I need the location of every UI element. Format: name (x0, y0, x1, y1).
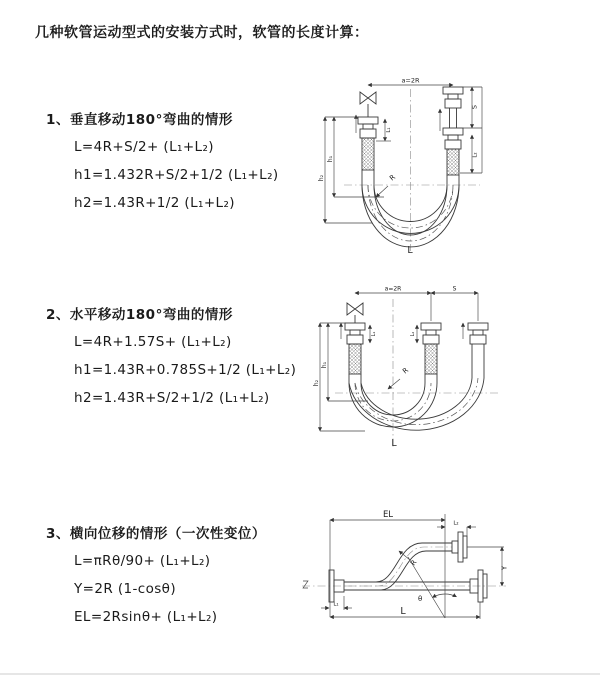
dimension-h2 (318, 117, 325, 223)
dimension-a2r (355, 286, 431, 294)
dim-label-l1: L₁ (333, 601, 339, 608)
section-heading: 2、水平移动180°弯曲的情形 (46, 307, 233, 323)
valve-icon (360, 92, 376, 117)
braided-hose-section (425, 344, 437, 374)
dimension-l1 (370, 325, 377, 343)
dim-label-a2r: a=2R (401, 76, 420, 85)
right-flange-lower (443, 128, 463, 149)
dimension-l1 (321, 596, 352, 610)
break-mark (303, 581, 308, 588)
page-title: 几种软管运动型式的安装方式时，软管的长度计算： (35, 25, 369, 41)
formula-line: Y=2R (1-cosθ) (74, 580, 176, 597)
dim-label-h1: h₁ (327, 155, 334, 163)
angle-theta (418, 594, 457, 603)
dimension-l2 (472, 135, 479, 173)
dim-label-y: Y (500, 565, 509, 571)
formula-line: L=4R+S/2+ (L₁+L₂) (74, 138, 214, 155)
length-label: L (391, 438, 397, 449)
dimension-a2r (368, 77, 453, 86)
braided-hose-section (447, 149, 459, 175)
dimension-s (431, 286, 478, 294)
formula-line: h2=1.43R+1/2 (L₁+L₂) (74, 194, 235, 211)
valve-icon (347, 303, 363, 323)
dim-label-l: L (400, 606, 406, 617)
section-heading: 3、横向位移的情形（一次性变位） (46, 526, 266, 542)
dimension-s (471, 87, 479, 128)
section-vertical-movement (46, 108, 279, 212)
right-flange-upper (443, 87, 463, 108)
dim-label-el: EL (382, 510, 394, 520)
formula-line: h1=1.43R+0.785S+1/2 (L₁+L₂) (74, 361, 297, 378)
dim-label-l1: L₁ (371, 331, 377, 337)
section-horizontal-movement (46, 303, 296, 407)
formula-line: EL=2Rsinθ+ (L₁+L₂) (74, 608, 218, 625)
diagram-2-svg (310, 283, 568, 455)
dim-label-a2r: a=2R (384, 285, 402, 293)
right-flange (468, 323, 488, 344)
dimension-el (330, 510, 445, 520)
middle-flange (421, 323, 441, 344)
formula-line: L=πRθ/90+ (L₁+L₂) (74, 552, 211, 569)
diagram-lateral-displacement (300, 500, 595, 655)
dim-label-l2: L₂ (410, 331, 416, 337)
dim-label-h1: h₁ (321, 361, 328, 369)
dim-label-h2: h₂ (313, 379, 320, 387)
hose-s-curve (344, 543, 452, 590)
diagram-horizontal-180-bend (310, 283, 568, 455)
dimension-h1 (327, 117, 334, 197)
angle-label: θ (418, 595, 423, 603)
diagram-1-svg (312, 73, 562, 258)
radius-leader (399, 551, 419, 567)
braided-hose-section (349, 344, 361, 374)
dimension-h1 (321, 323, 328, 401)
dim-label-s: S (470, 104, 479, 110)
diagram-3-svg (300, 500, 595, 655)
dimension-l (330, 520, 480, 619)
section-lateral-displacement (46, 522, 266, 626)
dimension-l2 (410, 325, 417, 343)
formula-line: L=4R+1.57S+ (L₁+L₂) (74, 333, 232, 350)
dim-label-l1: L₁ (386, 127, 392, 133)
braided-hose-section (362, 138, 374, 170)
left-flange (358, 117, 378, 138)
diagram-vertical-180-bend (312, 73, 562, 258)
upper-flange (452, 532, 467, 562)
section-heading: 1、垂直移动180°弯曲的情形 (46, 112, 233, 128)
formula-line: h2=1.43R+S/2+1/2 (L₁+L₂) (74, 389, 270, 406)
dimension-y (467, 547, 509, 586)
left-flange (345, 323, 365, 344)
dim-label-h2: h₂ (318, 174, 325, 182)
formula-line: h1=1.432R+S/2+1/2 (L₁+L₂) (74, 166, 279, 183)
length-label: L (407, 245, 413, 256)
radius-label: R (401, 366, 411, 376)
radius-label: R (388, 173, 398, 183)
hose-u-bend (349, 378, 484, 430)
dim-label-l2: L₂ (453, 520, 459, 527)
dim-label-l2: L₂ (472, 152, 479, 158)
dimension-h2 (313, 323, 320, 431)
dim-label-s: S (452, 285, 457, 293)
radius-label: R (409, 558, 419, 568)
radius-leader (388, 366, 410, 389)
dimension-l2 (437, 521, 476, 537)
